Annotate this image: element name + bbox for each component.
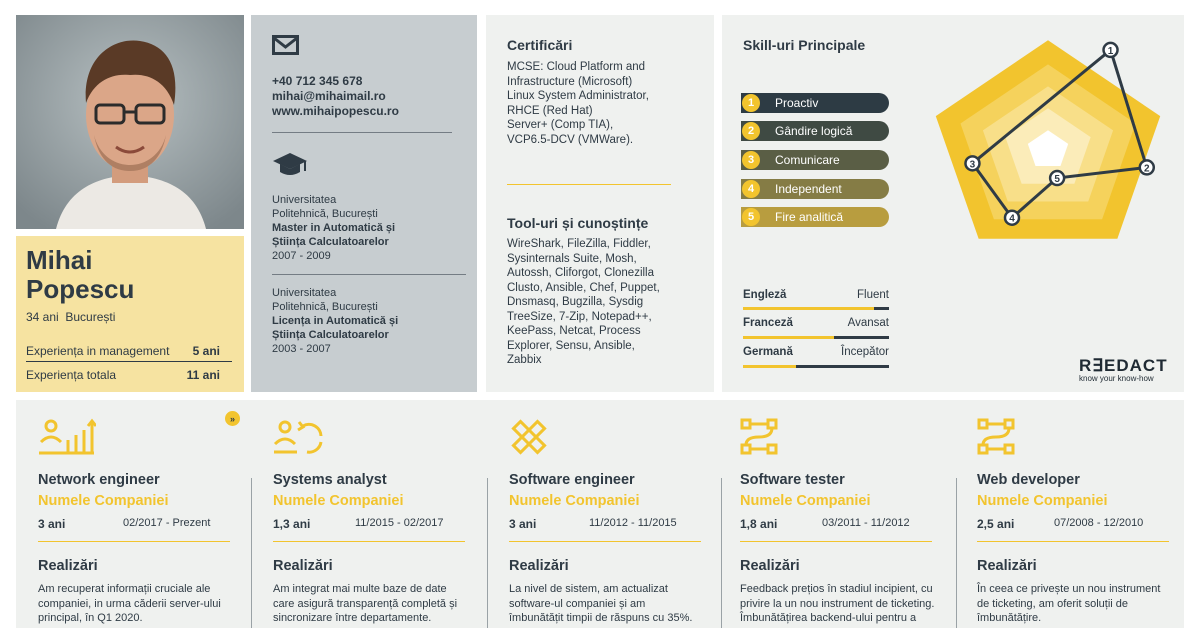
column-divider: [487, 478, 488, 628]
skill-bar: [741, 150, 889, 170]
degree: Licența in Automatică și: [272, 315, 399, 327]
skill-bar: [741, 121, 889, 141]
achievements-text: În ceea ce privește un nou instrument de ticketing, am oferit soluții de îmbunătățire.: [977, 583, 1161, 624]
radar-point-label: 5: [1054, 174, 1060, 186]
skill-label: Comunicare: [775, 153, 840, 167]
tool-line: TreeSize, 7-Zip, Notepad++,: [507, 310, 652, 323]
tool-line: Clusto, Ansible, Chef, Puppet,: [507, 281, 660, 294]
skill-bar: [741, 93, 889, 113]
job-period: 11/2015 - 02/2017: [355, 517, 444, 529]
cert-line: MCSE: Cloud Platform and: [507, 61, 646, 73]
language-bar: [743, 336, 889, 339]
tool-line: KeePass, Netcat, Process: [507, 325, 641, 337]
skill-bar: [741, 179, 889, 199]
divider: [507, 184, 671, 185]
certifications-heading: Certificări: [507, 37, 573, 53]
company-name: Numele Companiei: [509, 493, 640, 509]
graduation-cap-icon: [272, 152, 308, 178]
tools-list: [507, 237, 714, 368]
school-location: Politehnică, București: [272, 208, 378, 220]
language-bar-fill: [743, 365, 796, 368]
phone-link[interactable]: +40 712 345 678: [272, 74, 363, 88]
divider: [273, 541, 465, 542]
job-duration: 1,8 ani: [740, 517, 778, 531]
divider: [740, 541, 932, 542]
skill-number: 5: [742, 208, 760, 226]
exp-value: 5 ani: [192, 344, 220, 358]
divider: [977, 541, 1169, 542]
achievements-text: Am recuperat informații cruciale ale companiei, in urma căderii server-ului principal, în Q1 2020.: [38, 583, 221, 624]
skills-radar-chart: [920, 30, 1170, 260]
skill-label: Fire analitică: [775, 210, 844, 224]
language-bar-fill: [743, 307, 874, 310]
job-duration: 2,5 ani: [977, 517, 1015, 531]
language-level: Fluent: [857, 289, 889, 301]
achievements-heading: Realizări: [740, 558, 800, 574]
skill-label: Gândire logică: [775, 124, 853, 138]
flow-nodes-icon: [977, 418, 1017, 456]
exp-total-row: [26, 362, 232, 385]
envelope-icon: [272, 35, 299, 55]
contact-details: [272, 74, 477, 119]
degree-field: Știința Calculatoarelor: [272, 236, 389, 248]
job-title: Network engineer: [38, 472, 160, 488]
profile-photo: [16, 15, 244, 229]
cert-line: Server+ (Comp TIA),: [507, 119, 614, 131]
person-cycle-icon: [273, 418, 325, 456]
divider: [38, 541, 230, 542]
job-title: Web developer: [977, 472, 1080, 488]
tools-heading: Tool-uri și cunoștințe: [507, 215, 649, 231]
brand-logo: [1079, 356, 1168, 383]
skill-number: 3: [742, 151, 760, 169]
certifications-panel: [486, 15, 714, 392]
age-city: [26, 310, 234, 324]
skill-number: 4: [742, 180, 760, 198]
edu-years: 2003 - 2007: [272, 343, 331, 355]
exp-label: Experiența totala: [26, 368, 117, 382]
tool-line: Autossh, Cliforgot, Clonezilla: [507, 267, 655, 279]
achievements-heading: Realizări: [38, 558, 98, 574]
cert-line: RHCE (Red Hat): [507, 104, 593, 117]
tool-line: Zabbix: [507, 354, 542, 366]
skill-label: Independent: [775, 182, 842, 196]
contact-panel: [251, 15, 477, 392]
language-row: [743, 317, 889, 329]
ruler-pencil-icon: [509, 418, 549, 456]
city: București: [65, 310, 116, 324]
tool-line: Sysinternals Suite, Mosh,: [507, 252, 637, 265]
job-period: 02/2017 - Prezent: [123, 517, 211, 529]
achievements-heading: Realizări: [509, 558, 569, 574]
skill-number: 1: [742, 94, 760, 112]
education-item: [272, 193, 477, 263]
company-name: Numele Companiei: [273, 493, 404, 509]
brand-tagline: know your know-how: [1079, 374, 1154, 383]
brand-name: R∃EDACT: [1079, 356, 1168, 375]
job-period: 11/2012 - 11/2015: [589, 517, 677, 529]
degree: Master in Automatică și: [272, 222, 396, 234]
divider: [272, 132, 452, 133]
name-block: [16, 236, 244, 392]
achievements-text: Am integrat mai multe baze de date care asigură transparență completă și sincronizare între departamente.: [273, 583, 458, 624]
language-row: [743, 346, 889, 358]
language-level: Avansat: [847, 317, 889, 329]
radar-point-label: 3: [969, 159, 976, 171]
growth-chart-icon: [38, 418, 96, 456]
divider: [509, 541, 701, 542]
cert-line: Infrastructure (Microsoft): [507, 75, 633, 88]
first-name: Mihai: [26, 245, 93, 275]
skill-number: 2: [742, 122, 760, 140]
company-name: Numele Companiei: [740, 493, 871, 509]
exp-label: Experiența in management: [26, 344, 170, 358]
cert-line: Linux System Administrator,: [507, 90, 649, 102]
job-duration: 3 ani: [509, 517, 537, 531]
company-name: Numele Companiei: [977, 493, 1108, 509]
column-divider: [721, 478, 722, 628]
education-item: [272, 286, 477, 356]
job-duration: 3 ani: [38, 517, 66, 531]
edu-years: 2007 - 2009: [272, 250, 331, 262]
flow-nodes-icon: [740, 418, 780, 456]
skill-bar: [741, 207, 889, 227]
email-link[interactable]: mihai@mihaimail.ro: [272, 89, 386, 103]
certifications-list: [507, 60, 714, 147]
language-bar: [743, 365, 889, 368]
language-row: [743, 289, 889, 301]
job-title: Systems analyst: [273, 472, 387, 488]
school-location: Politehnică, București: [272, 301, 378, 313]
company-name: Numele Companiei: [38, 493, 169, 509]
achievements-text: La nivel de sistem, am actualizat software-ul companiei și am îmbunătățit timpii de răspuns cu 35%.: [509, 583, 693, 624]
skill-label: Proactiv: [775, 96, 819, 110]
radar-point-label: 4: [1009, 213, 1015, 225]
language-name: Engleză: [743, 289, 787, 301]
job-title: Software tester: [740, 472, 845, 488]
skills-heading: Skill-uri Principale: [743, 37, 866, 53]
language-name: Franceză: [743, 317, 793, 329]
exp-value: 11 ani: [186, 368, 220, 382]
radar-rings: [936, 40, 1160, 239]
language-bar-fill: [743, 336, 834, 339]
tool-line: Explorer, Sensu, Ansible,: [507, 339, 635, 352]
experience-summary: [26, 340, 234, 385]
tool-line: WireShark, FileZilla, Fiddler,: [507, 238, 651, 250]
age: 34 ani: [26, 310, 59, 324]
achievements-text: Feedback prețios în stadiul incipient, cu privire la un nou instrument de ticketing. Îmbunătățirea backend-ului pentru a: [740, 583, 935, 624]
tool-line: Dnsmasq, Bugzilla, Sysdig: [507, 296, 644, 308]
degree-field: Știința Calculatoarelor: [272, 329, 389, 341]
avatar: [16, 15, 244, 229]
job-title: Software engineer: [509, 472, 635, 488]
job-period: 03/2011 - 11/2012: [822, 517, 910, 529]
last-name: Popescu: [26, 274, 135, 304]
divider: [272, 274, 466, 275]
radar-point-label: 2: [1143, 163, 1150, 175]
achievements-heading: Realizări: [977, 558, 1037, 574]
column-divider: [251, 478, 252, 628]
school-name: Universitatea: [272, 287, 337, 299]
achievements-heading: Realizări: [273, 558, 333, 574]
language-level: Începător: [841, 346, 889, 358]
radar-point-label: 1: [1107, 45, 1114, 57]
exp-management-row: [26, 340, 232, 362]
school-name: Universitatea: [272, 194, 337, 206]
expand-chevron-icon[interactable]: »: [225, 411, 240, 426]
language-bar: [743, 307, 889, 310]
website-link[interactable]: www.mihaipopescu.ro: [272, 104, 399, 118]
cert-line: VCP6.5-DCV (VMWare).: [507, 133, 634, 146]
job-period: 07/2008 - 12/2010: [1054, 517, 1144, 529]
column-divider: [956, 478, 957, 628]
language-name: Germană: [743, 346, 793, 358]
job-duration: 1,3 ani: [273, 517, 311, 531]
